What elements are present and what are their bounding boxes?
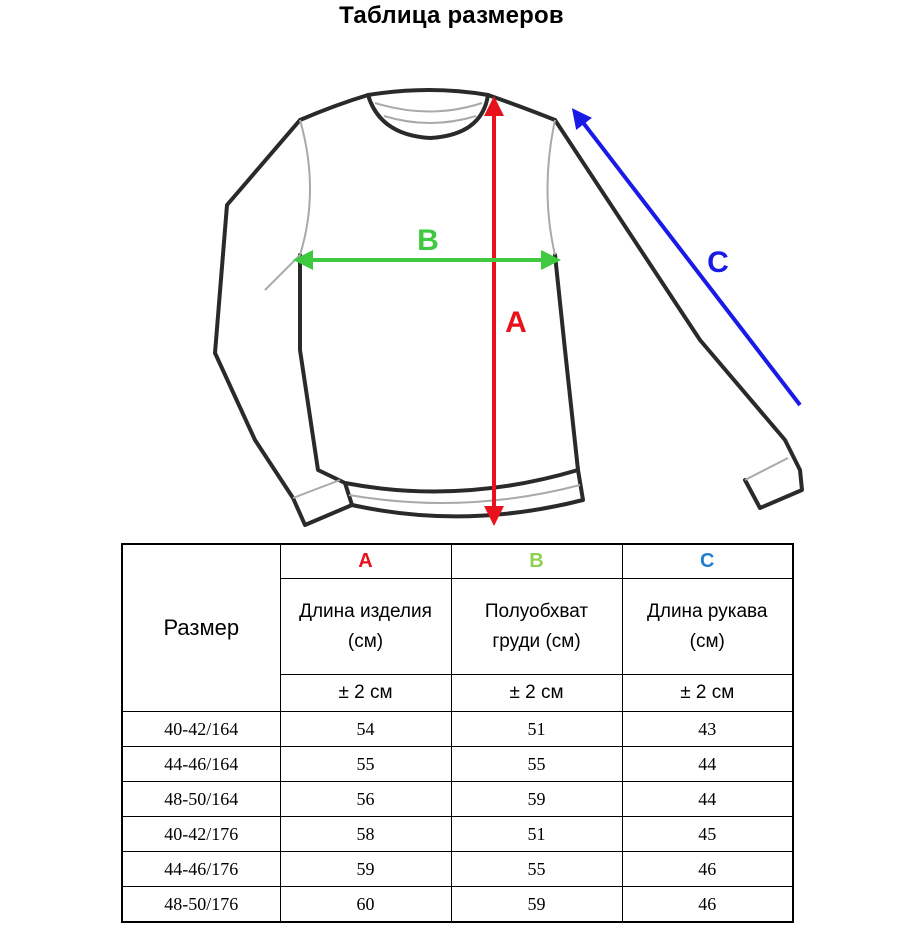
column-tolerance-b: ± 2 см xyxy=(451,675,622,712)
cell-size: 44-46/176 xyxy=(122,852,280,887)
cell-size: 44-46/164 xyxy=(122,747,280,782)
cell-c: 46 xyxy=(622,852,793,887)
cell-b: 55 xyxy=(451,852,622,887)
page-title: Таблица размеров xyxy=(339,2,564,29)
column-letter-a: A xyxy=(280,544,451,579)
cell-a: 59 xyxy=(280,852,451,887)
cell-c: 43 xyxy=(622,712,793,747)
label-c: C xyxy=(707,246,729,279)
cell-b: 51 xyxy=(451,817,622,852)
table-row xyxy=(122,782,793,817)
cell-size: 48-50/176 xyxy=(122,887,280,923)
cell-a: 56 xyxy=(280,782,451,817)
cell-a: 55 xyxy=(280,747,451,782)
sweater-diagram xyxy=(0,40,903,540)
table-row xyxy=(122,712,793,747)
column-name-b: Полуобхват груди (см) xyxy=(451,579,622,675)
label-a: A xyxy=(505,306,527,339)
cell-a: 58 xyxy=(280,817,451,852)
table-row xyxy=(122,887,793,923)
column-name-a: Длина изделия (см) xyxy=(280,579,451,675)
cell-size: 40-42/164 xyxy=(122,712,280,747)
cell-size: 40-42/176 xyxy=(122,817,280,852)
column-tolerance-a: ± 2 см xyxy=(280,675,451,712)
cell-a: 54 xyxy=(280,712,451,747)
cell-b: 59 xyxy=(451,887,622,923)
size-column-header: Размер xyxy=(122,544,280,712)
cell-b: 55 xyxy=(451,747,622,782)
cell-b: 59 xyxy=(451,782,622,817)
column-tolerance-c: ± 2 см xyxy=(622,675,793,712)
column-letter-c: C xyxy=(622,544,793,579)
cell-a: 60 xyxy=(280,887,451,923)
cell-c: 45 xyxy=(622,817,793,852)
cell-c: 46 xyxy=(622,887,793,923)
column-name-c: Длина рукава (см) xyxy=(622,579,793,675)
table-row xyxy=(122,747,793,782)
cell-size: 48-50/164 xyxy=(122,782,280,817)
label-b: B xyxy=(417,224,439,257)
cell-c: 44 xyxy=(622,782,793,817)
arrow-c xyxy=(578,116,800,405)
column-letter-b: B xyxy=(451,544,622,579)
table-row xyxy=(122,852,793,887)
cell-b: 51 xyxy=(451,712,622,747)
cell-c: 44 xyxy=(622,747,793,782)
table-row xyxy=(122,817,793,852)
sweater-seams xyxy=(265,103,788,503)
size-table xyxy=(121,543,794,923)
